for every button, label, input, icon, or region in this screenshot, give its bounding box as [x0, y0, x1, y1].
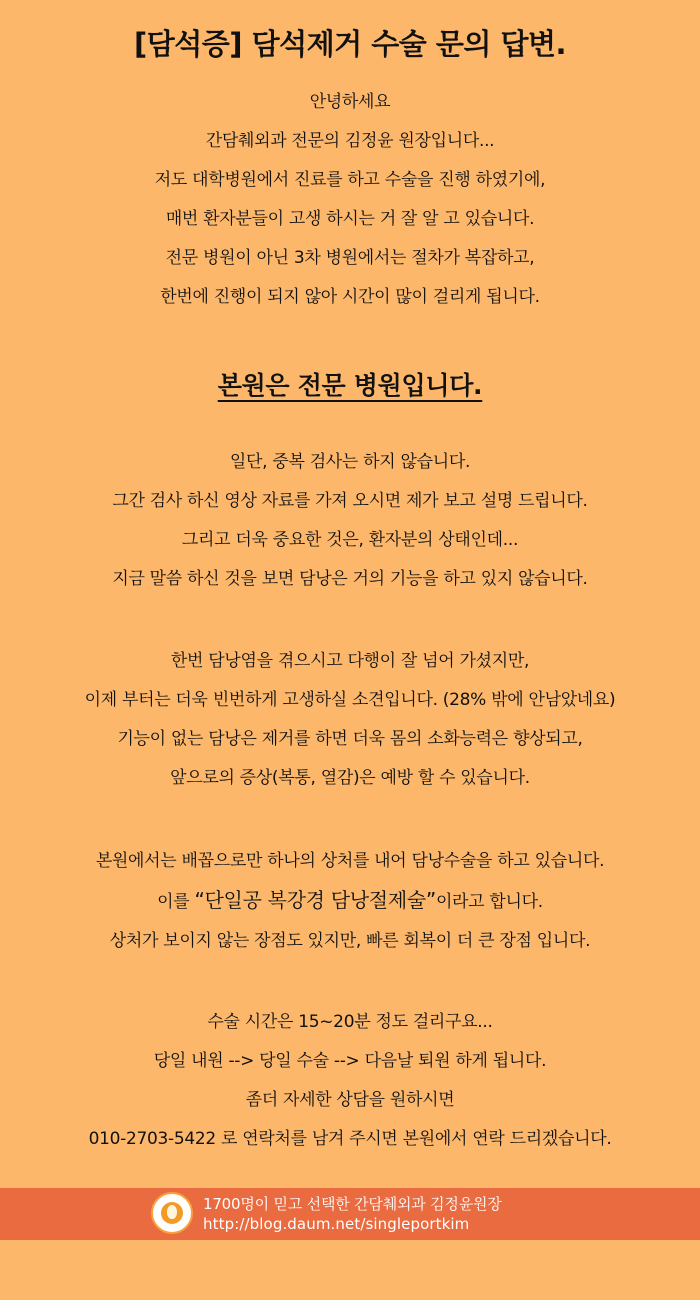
- text-line: 저도 대학병원에서 진료를 하고 수술을 진행 하였기에,: [154, 170, 546, 190]
- text-line: 그리고 더욱 중요한 것은, 환자분의 상태인데...: [181, 530, 519, 550]
- blog-link[interactable]: http://blog.daum.net/singleportkim: [203, 1215, 470, 1233]
- contact-line: 010-2703-5422 로 연락처를 남겨 주시면 본원에서 연락 드리겠습니다.: [88, 1129, 612, 1149]
- text-fragment: 이라고 합니다.: [435, 892, 543, 912]
- text-line: 당일 내원 --> 당일 수술 --> 다음날 퇴원 하게 됩니다.: [153, 1051, 547, 1071]
- text-line: 상처가 보이지 않는 장점도 있지만, 빠른 회복이 더 큰 장점 입니다.: [109, 931, 591, 951]
- footer-banner: [0, 1188, 700, 1240]
- section-heading: [0, 366, 700, 402]
- surgery-method-section: [0, 842, 700, 961]
- clinic-logo-icon: [151, 1192, 193, 1234]
- page-title: [담석증] 담석제거 수술 문의 답변.: [133, 27, 567, 61]
- text-line: 한번 담낭염을 겪으시고 다행이 잘 넘어 가셨지만,: [170, 651, 530, 671]
- text-line: 전문 병원이 아닌 3차 병원에서는 절차가 복잡하고,: [165, 248, 535, 268]
- text-line: 이제 부터는 더욱 빈번하게 고생하실 소견입니다. (28% 밖에 안남았네요): [84, 690, 616, 710]
- text-line: 기능이 없는 담낭은 제거를 하면 더욱 몸의 소화능력은 향상되고,: [117, 729, 583, 749]
- schedule-contact-section: [0, 1003, 700, 1159]
- text-fragment: 이를: [157, 892, 195, 912]
- text-line: 안녕하세요: [309, 92, 391, 112]
- text-line: 간담췌외과 전문의 김정윤 원장입니다...: [205, 131, 495, 151]
- text-line: 수술 시간은 15~20분 정도 걸리구요...: [207, 1012, 493, 1032]
- text-line: 매번 환자분들이 고생 하시는 거 잘 알 고 있습니다.: [165, 209, 535, 229]
- section-heading-text: 본원은 전문 병원입니다.: [217, 371, 483, 400]
- text-line: 한번에 진행이 되지 않아 시간이 많이 걸리게 됩니다.: [160, 287, 540, 307]
- text-line: 그간 검사 하신 영상 자료를 가져 오시면 제가 보고 설명 드립니다.: [112, 491, 588, 511]
- text-line: 일단, 중복 검사는 하지 않습니다.: [229, 452, 471, 472]
- greeting-section: [0, 83, 700, 317]
- text-line: 지금 말씀 하신 것을 보면 담낭은 거의 기능을 하고 있지 않습니다.: [112, 569, 588, 589]
- text-line: 앞으로의 증상(복통, 열감)은 예방 할 수 있습니다.: [170, 768, 530, 788]
- surgery-name-quote: “단일공 복강경 담낭절제술”: [194, 888, 436, 912]
- exam-info-section: [0, 443, 700, 599]
- diagnosis-section: [0, 642, 700, 798]
- logo-leaf: [167, 1205, 177, 1219]
- text-line: 좀더 자세한 상담을 원하시면: [245, 1090, 455, 1110]
- text-line: [0, 881, 700, 922]
- footer-tagline: 1700명이 믿고 선택한 간담췌외과 김정윤원장: [203, 1195, 502, 1213]
- text-line: 본원에서는 배꼽으로만 하나의 상처를 내어 담낭수술을 하고 있습니다.: [95, 851, 605, 871]
